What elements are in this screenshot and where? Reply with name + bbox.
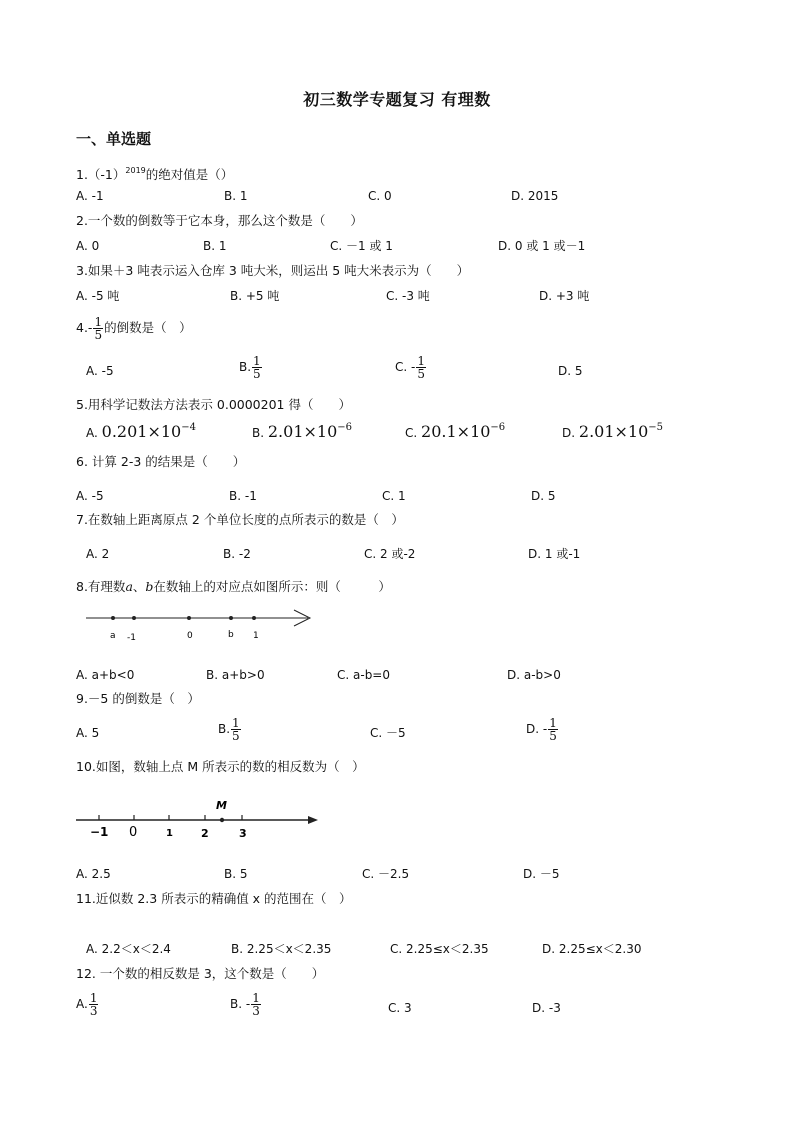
q5-a-value: $0.201\times 10^{-4}$	[101, 422, 196, 441]
q10-option-b[interactable]: B. 5	[224, 867, 248, 881]
q8-var-a: a	[125, 579, 133, 594]
q8-label-a: a	[110, 631, 116, 641]
q4-pre: 4.-	[76, 320, 93, 335]
q10-label-2: 2	[201, 827, 209, 840]
question-10: 10.如图，数轴上点 M 所表示的数的相反数为（ ）	[76, 759, 365, 774]
q3-option-d[interactable]: D. +3 吨	[539, 289, 590, 303]
q11-option-a[interactable]: A. 2.2＜x＜2.4	[86, 942, 171, 956]
q9-option-c[interactable]: C. －5	[370, 726, 406, 740]
q8-option-b[interactable]: B. a+b>0	[206, 668, 265, 682]
question-1	[76, 162, 233, 184]
q9-option-a[interactable]: A. 5	[76, 726, 100, 740]
q4-option-a[interactable]: A. -5	[86, 364, 114, 378]
q1-option-c[interactable]: C. 0	[368, 189, 392, 203]
q4-b-fraction: $\frac{1}{5}$	[253, 354, 261, 381]
q10-option-c[interactable]: C. －2.5	[362, 867, 410, 881]
q9-option-b[interactable]: B. $\frac{1}{5}$	[218, 716, 240, 743]
q10-label-neg1: −1	[90, 825, 109, 839]
question-4	[76, 316, 192, 341]
q6-option-c[interactable]: C. 1	[382, 489, 406, 503]
q1-option-a[interactable]: A. -1	[76, 189, 104, 203]
q1-option-d[interactable]: D. 2015	[511, 189, 559, 203]
question-6: 6. 计算 2-3 的结果是（ ）	[76, 454, 246, 469]
q8-var-b: b	[145, 579, 154, 594]
q5-option-d[interactable]: D. $2.01\times 10^{-5}$	[562, 422, 664, 441]
q9-d-fraction: $\frac{1}{5}$	[549, 716, 557, 743]
q4-fraction: $\frac{1}{5}$	[94, 315, 103, 342]
q8-label-0: 0	[187, 631, 193, 641]
q7-option-b[interactable]: B. -2	[223, 547, 251, 561]
q7-option-c[interactable]: C. 2 或-2	[364, 547, 416, 561]
q6-option-d[interactable]: D. 5	[531, 489, 556, 503]
q8-point-0	[187, 616, 191, 620]
q10-label-0: 0	[129, 825, 138, 840]
q8-point-neg1	[132, 616, 136, 620]
q9-option-d[interactable]: D. - $\frac{1}{5}$	[526, 716, 557, 743]
question-3: 3.如果＋3 吨表示运入仓库 3 吨大米，则运出 5 吨大米表示为（ ）	[76, 263, 470, 278]
q2-option-d[interactable]: D. 0 或 1 或－1	[498, 239, 586, 253]
question-5: 5.用科学记数法方法表示 0.0000201 得（ ）	[76, 397, 351, 412]
q8-number-line	[80, 604, 320, 648]
q10-point-m	[220, 818, 224, 822]
q7-option-d[interactable]: D. 1 或-1	[528, 547, 581, 561]
q9-b-fraction: $\frac{1}{5}$	[232, 716, 240, 743]
q4-option-d[interactable]: D. 5	[558, 364, 583, 378]
question-2: 2.一个数的倒数等于它本身，那么这个数是（ ）	[76, 213, 363, 228]
q3-option-a[interactable]: A. -5 吨	[76, 289, 120, 303]
q1-post: 的绝对值是（）	[145, 167, 234, 182]
q1-option-b[interactable]: B. 1	[224, 189, 248, 203]
q3-option-c[interactable]: C. -3 吨	[386, 289, 430, 303]
q6-option-a[interactable]: A. -5	[76, 489, 104, 503]
q11-option-b[interactable]: B. 2.25＜x＜2.35	[231, 942, 332, 956]
q5-d-value: $2.01\times 10^{-5}$	[578, 422, 664, 441]
q10-label-3: 3	[239, 827, 247, 840]
q8-point-1	[252, 616, 256, 620]
q8-label-b: b	[228, 630, 234, 640]
q6-option-b[interactable]: B. -1	[229, 489, 257, 503]
q5-option-a[interactable]: A. $0.201\times 10^{-4}$	[86, 422, 196, 441]
q10-label-m: M	[216, 799, 227, 812]
q8-label-1: 1	[253, 631, 259, 641]
q4-option-c[interactable]: C. - $\frac{1}{5}$	[395, 354, 425, 381]
q5-b-value: $2.01\times 10^{-6}$	[267, 422, 353, 441]
q2-option-a[interactable]: A. 0	[76, 239, 100, 253]
q5-c-value: $20.1\times 10^{-6}$	[421, 422, 506, 441]
q12-option-c[interactable]: C. 3	[388, 1001, 412, 1015]
q11-option-c[interactable]: C. 2.25≤x＜2.35	[390, 942, 489, 956]
page-title: 初三数学专题复习 有理数	[303, 90, 491, 109]
q10-option-d[interactable]: D. －5	[523, 867, 560, 881]
q2-option-c[interactable]: C. －1 或 1	[330, 239, 393, 253]
question-8: 8.有理数a、b在数轴上的对应点如图所示：则（ ）	[76, 579, 391, 594]
q12-b-fraction: $\frac{1}{3}$	[252, 991, 260, 1018]
q10-option-a[interactable]: A. 2.5	[76, 867, 111, 881]
q5-option-b[interactable]: B. $2.01\times 10^{-6}$	[252, 422, 353, 441]
question-11: 11.近似数 2.3 所表示的精确值 x 的范围在（ ）	[76, 891, 352, 906]
q12-option-b[interactable]: B. - $\frac{1}{3}$	[230, 991, 260, 1018]
q12-option-d[interactable]: D. -3	[532, 1001, 561, 1015]
q4-c-fraction: $\frac{1}{5}$	[417, 354, 425, 381]
q3-option-b[interactable]: B. +5 吨	[230, 289, 280, 303]
q4-post: 的倒数是（ ）	[104, 320, 192, 335]
q10-label-1: 1	[166, 828, 173, 839]
q8-point-a	[111, 616, 115, 620]
q10-number-line	[72, 796, 324, 842]
section-heading: 一、单选题	[76, 130, 152, 148]
question-9: 9.－5 的倒数是（ ）	[76, 691, 200, 706]
q12-a-fraction: $\frac{1}{3}$	[89, 991, 98, 1018]
q8-label-neg1: -1	[127, 633, 136, 643]
q8-option-a[interactable]: A. a+b<0	[76, 668, 135, 682]
question-12: 12. 一个数的相反数是 3，这个数是（ ）	[76, 966, 325, 981]
question-7: 7.在数轴上距离原点 2 个单位长度的点所表示的数是（ ）	[76, 512, 404, 527]
q11-option-d[interactable]: D. 2.25≤x＜2.30	[542, 942, 642, 956]
q12-option-a[interactable]: A. $\frac{1}{3}$	[76, 991, 98, 1018]
q5-option-c[interactable]: C. $20.1\times 10^{-6}$	[405, 422, 506, 441]
q4-option-b[interactable]: B. $\frac{1}{5}$	[239, 354, 261, 381]
q8-option-c[interactable]: C. a-b=0	[337, 668, 390, 682]
q1-exponent: 2019	[125, 166, 146, 175]
q8-point-b	[229, 616, 233, 620]
q2-option-b[interactable]: B. 1	[203, 239, 227, 253]
q1-pre: 1.（-1）	[76, 167, 126, 182]
q8-option-d[interactable]: D. a-b>0	[507, 668, 561, 682]
q7-option-a[interactable]: A. 2	[86, 547, 110, 561]
